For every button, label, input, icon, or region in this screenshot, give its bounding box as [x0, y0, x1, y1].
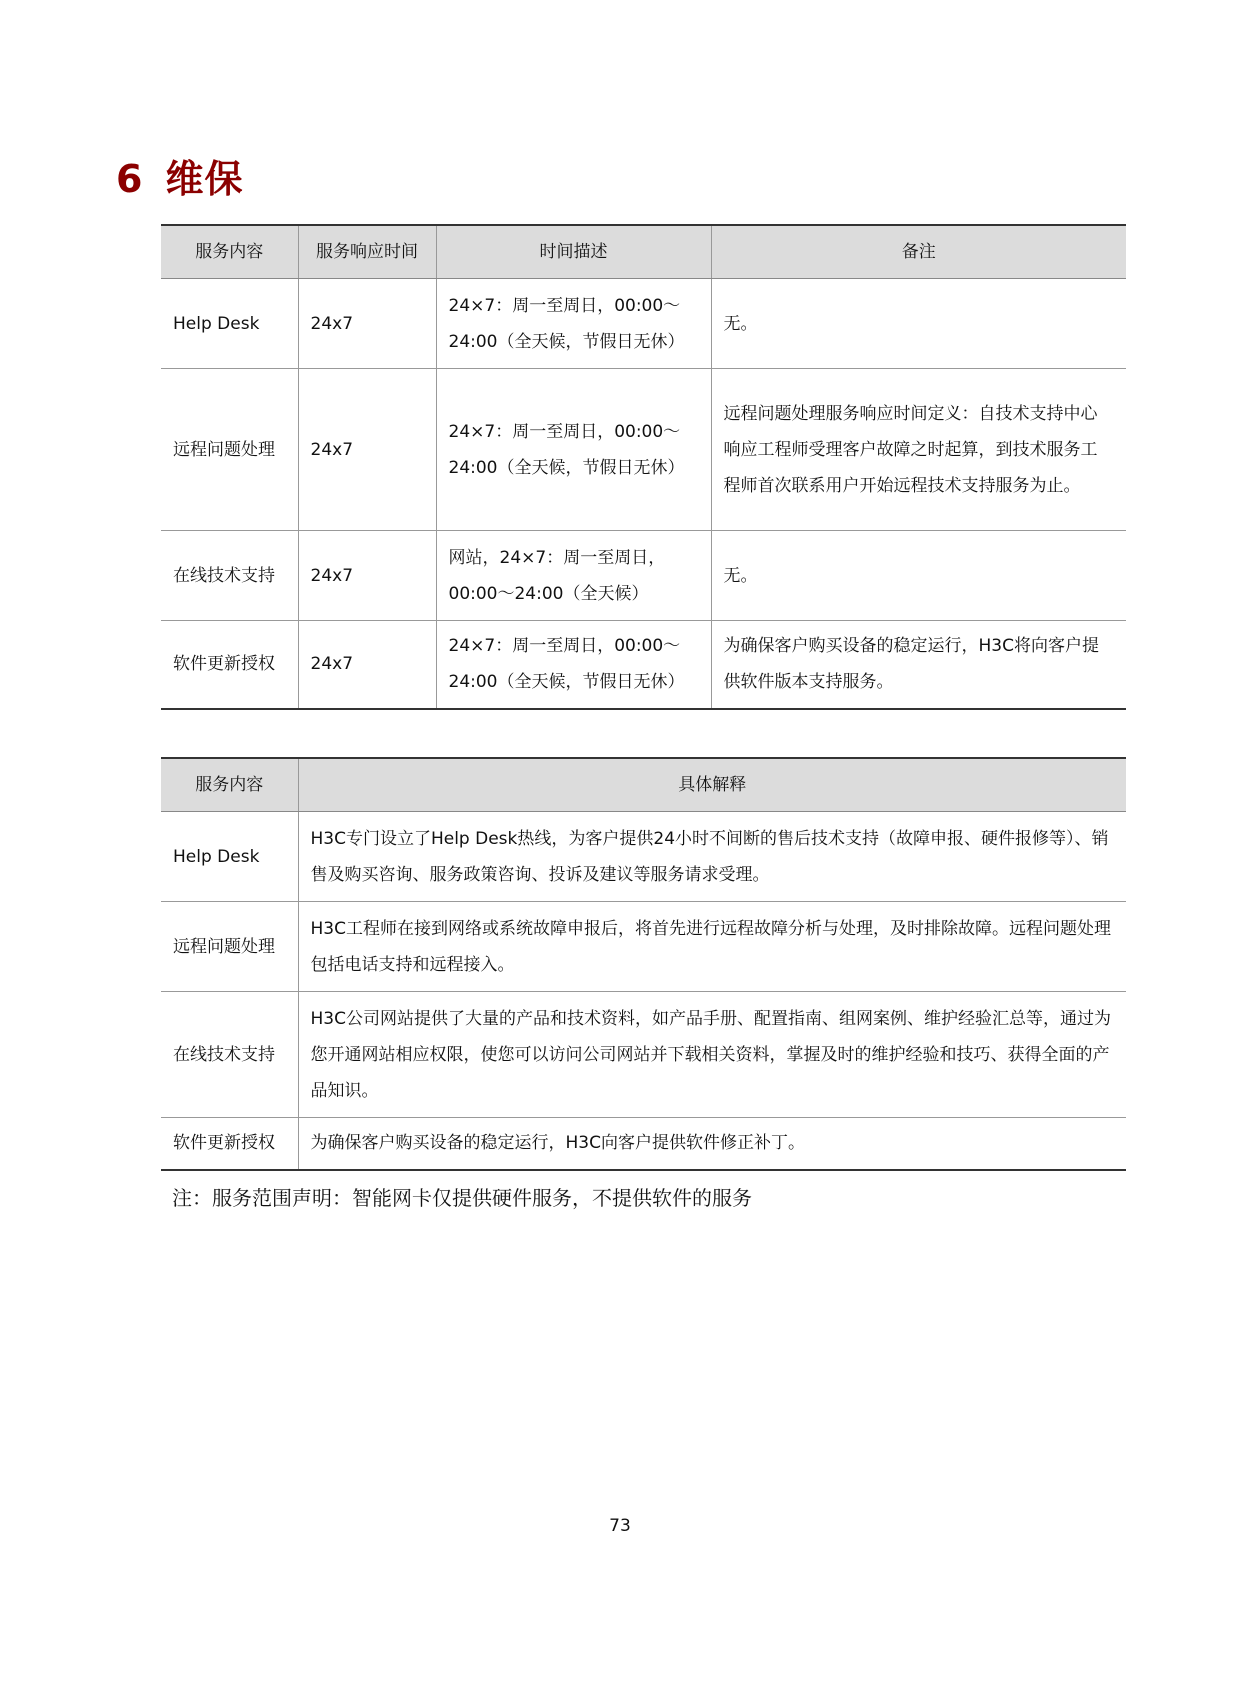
time-description-cell: 24×7：周一至周日，00:00～24:00（全天候，节假日无休）	[436, 369, 711, 531]
table-row	[161, 279, 1126, 369]
page-number: 73	[609, 1516, 631, 1536]
service-cell: 远程问题处理	[161, 369, 298, 531]
service-explanation-table	[161, 757, 1126, 1171]
table-row	[161, 621, 1126, 709]
table-header-row	[161, 225, 1126, 279]
table-row	[161, 531, 1126, 621]
remark-cell: 无。	[711, 279, 1126, 369]
time-description-cell: 24×7：周一至周日，00:00～24:00（全天候，节假日无休）	[436, 279, 711, 369]
table-row	[161, 992, 1126, 1118]
column-header: 时间描述	[436, 225, 711, 279]
service-scope-note: 注：服务范围声明：智能网卡仅提供硬件服务，不提供软件的服务	[172, 1186, 752, 1210]
column-header: 具体解释	[298, 758, 1126, 812]
service-cell: 远程问题处理	[161, 902, 298, 992]
column-header: 服务内容	[161, 225, 298, 279]
column-header: 服务内容	[161, 758, 298, 812]
explanation-cell: H3C工程师在接到网络或系统故障申报后，将首先进行远程故障分析与处理，及时排除故障。远程问题处理包括电话支持和远程接入。	[298, 902, 1126, 992]
service-cell: 软件更新授权	[161, 621, 298, 709]
table-header-row	[161, 758, 1126, 812]
time-description-cell: 24×7：周一至周日，00:00～24:00（全天候，节假日无休）	[436, 621, 711, 709]
response-time-cell: 24x7	[298, 279, 436, 369]
explanation-cell: 为确保客户购买设备的稳定运行，H3C向客户提供软件修正补丁。	[298, 1118, 1126, 1170]
table-row	[161, 1118, 1126, 1170]
service-response-table	[161, 224, 1126, 710]
explanation-cell: H3C专门设立了Help Desk热线，为客户提供24小时不间断的售后技术支持（故障申报、硬件报修等）、销售及购买咨询、服务政策咨询、投诉及建议等服务请求受理。	[298, 812, 1126, 902]
section-heading	[116, 148, 243, 203]
service-cell: 在线技术支持	[161, 992, 298, 1118]
service-cell: 在线技术支持	[161, 531, 298, 621]
remark-cell: 远程问题处理服务响应时间定义：自技术支持中心响应工程师受理客户故障之时起算，到技术服务工程师首次联系用户开始远程技术支持服务为止。	[711, 369, 1126, 531]
table-row	[161, 812, 1126, 902]
table-row	[161, 369, 1126, 531]
section-title: 维保	[165, 157, 244, 201]
service-cell: Help Desk	[161, 279, 298, 369]
remark-cell: 为确保客户购买设备的稳定运行，H3C将向客户提供软件版本支持服务。	[711, 621, 1126, 709]
response-time-cell: 24x7	[298, 531, 436, 621]
table-row	[161, 902, 1126, 992]
response-time-cell: 24x7	[298, 621, 436, 709]
column-header: 备注	[711, 225, 1126, 279]
remark-cell: 无。	[711, 531, 1126, 621]
service-cell: 软件更新授权	[161, 1118, 298, 1170]
time-description-cell: 网站，24×7：周一至周日，00:00～24:00（全天候）	[436, 531, 711, 621]
section-number: 6	[116, 157, 144, 201]
response-time-cell: 24x7	[298, 369, 436, 531]
explanation-cell: H3C公司网站提供了大量的产品和技术资料，如产品手册、配置指南、组网案例、维护经验汇总等，通过为您开通网站相应权限，使您可以访问公司网站并下载相关资料，掌握及时的维护经验和技巧、获得全面的产品知识。	[298, 992, 1126, 1118]
column-header: 服务响应时间	[298, 225, 436, 279]
service-cell: Help Desk	[161, 812, 298, 902]
